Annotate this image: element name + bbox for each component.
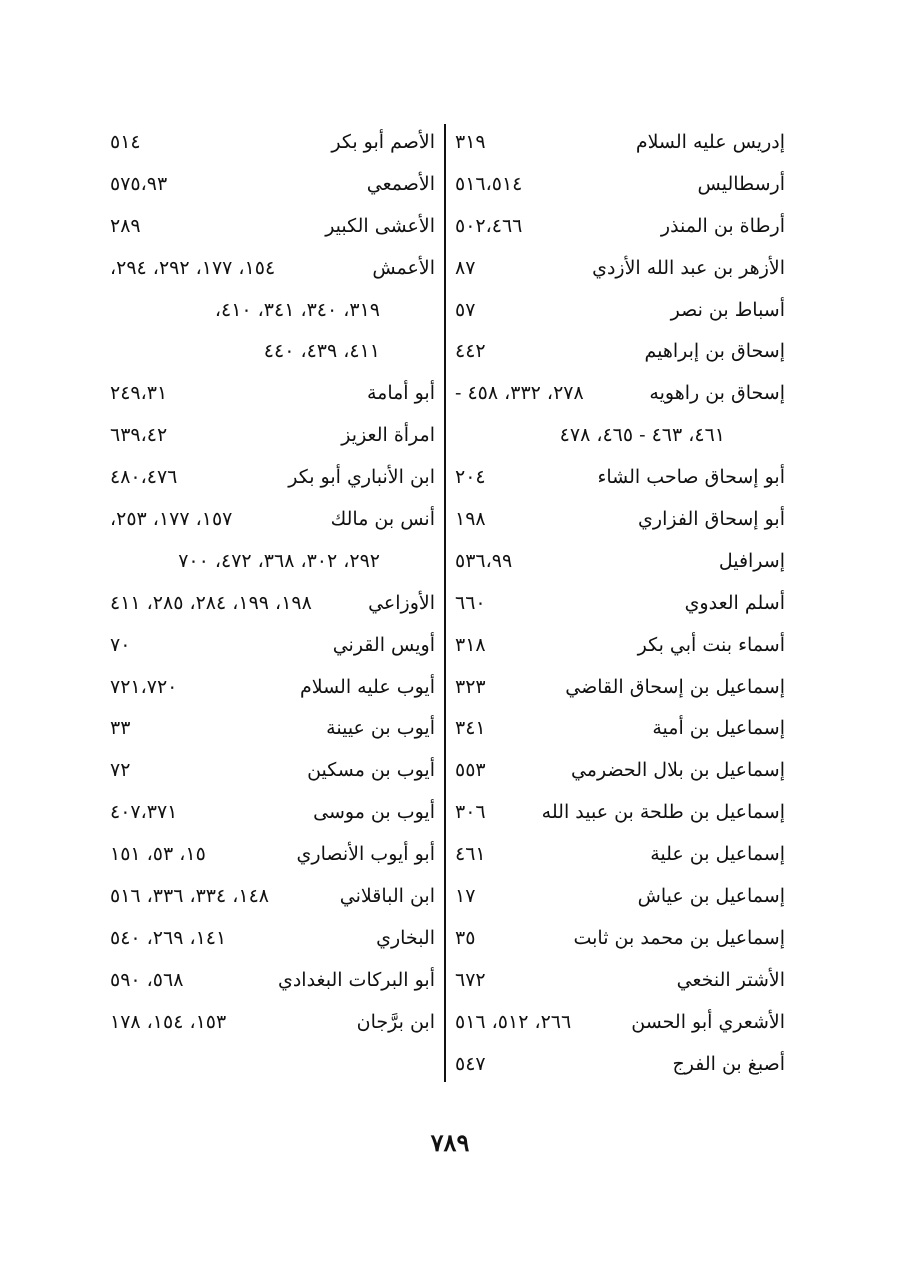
entry-pages: ٧٠ — [110, 633, 131, 656]
index-entry — [110, 667, 435, 709]
entry-pages: ٢٤٩،٣١ — [110, 382, 168, 405]
entry-pages: ٢٧٨، ٣٣٢، ٤٥٨ - — [455, 382, 584, 405]
index-entry — [455, 499, 785, 541]
index-entry — [110, 122, 435, 164]
entry-name: إسماعيل بن إسحاق القاضي — [565, 675, 785, 698]
entry-pages: ٤٠٧،٣٧١ — [110, 801, 178, 824]
column-divider — [444, 124, 446, 1082]
index-entry — [455, 750, 785, 792]
index-entry — [455, 373, 785, 415]
index-entry — [110, 206, 435, 248]
left-column — [110, 122, 435, 1044]
entry-pages: ٢٨٩ — [110, 214, 141, 237]
index-entry — [110, 373, 435, 415]
index-entry — [455, 876, 785, 918]
index-entry — [110, 1002, 435, 1044]
index-entry — [110, 541, 435, 583]
entry-pages: ٥١٤ — [110, 131, 141, 153]
entry-name: أسماء بنت أبي بكر — [637, 633, 785, 656]
entry-name: أسلم العدوي — [684, 591, 785, 614]
entry-pages: ٣٢٣ — [455, 675, 486, 698]
entry-name: أويس القرني — [332, 633, 435, 656]
entry-name: إسحاق بن إبراهيم — [644, 340, 785, 363]
entry-name: الأشتر النخعي — [676, 968, 785, 991]
entry-pages: ٥٣٦،٩٩ — [455, 549, 513, 572]
entry-name: أيوب عليه السلام — [299, 675, 435, 698]
entry-name: إسماعيل بن أمية — [652, 717, 785, 740]
entry-name: الأوزاعي — [368, 591, 435, 614]
index-entry — [455, 415, 785, 457]
entry-pages: ٣١٩ — [455, 131, 486, 153]
index-entry — [455, 918, 785, 960]
entry-name: امرأة العزيز — [341, 424, 435, 447]
entry-pages: ١٥، ٥٣، ١٥١ — [110, 843, 206, 866]
entry-name: إسماعيل بن طلحة بن عبيد الله — [541, 801, 785, 824]
index-entry — [455, 457, 785, 499]
index-entry — [110, 750, 435, 792]
entry-pages: ٢٩٢، ٣٠٢، ٣٦٨، ٤٧٢، ٧٠٠ — [178, 549, 380, 572]
index-entry — [110, 331, 435, 373]
entry-pages: ٤٤٢ — [455, 340, 486, 363]
entry-name: ابن برَّجان — [356, 1010, 435, 1033]
entry-pages: ٧٢ — [110, 759, 131, 782]
page-number: ٧٨٩ — [430, 1128, 470, 1157]
entry-pages: ٦٣٩،٤٢ — [110, 424, 168, 447]
index-entry — [110, 499, 435, 541]
entry-pages: ٣١٨ — [455, 633, 486, 656]
entry-pages: ١٥٣، ١٥٤، ١٧٨ — [110, 1010, 227, 1033]
entry-name: أيوب بن عيينة — [326, 717, 435, 740]
index-entry — [455, 625, 785, 667]
entry-name: ابن الأنباري أبو بكر — [288, 466, 435, 489]
index-entry — [455, 667, 785, 709]
entry-pages: ١٤١، ٢٦٩، ٥٤٠ — [110, 926, 227, 949]
index-entry — [110, 708, 435, 750]
entry-pages: ٤١١، ٤٣٩، ٤٤٠ — [263, 340, 380, 363]
entry-name: ابن الباقلاني — [339, 885, 435, 908]
index-entry — [110, 876, 435, 918]
entry-pages: ١٧ — [455, 885, 476, 908]
entry-name: أبو إسحاق الفزاري — [638, 508, 785, 531]
entry-pages: ٥٥٣ — [455, 759, 486, 782]
index-entry — [455, 834, 785, 876]
entry-pages: ٤٦١ — [455, 843, 486, 866]
entry-name: إسماعيل بن بلال الحضرمي — [570, 759, 785, 782]
index-entry — [455, 541, 785, 583]
index-entry — [110, 290, 435, 332]
index-entry — [455, 206, 785, 248]
entry-pages: ٥٧ — [455, 298, 476, 321]
entry-name: الأصم أبو بكر — [331, 131, 435, 153]
entry-pages: ٣٠٦ — [455, 801, 486, 824]
index-entry — [455, 290, 785, 332]
entry-name: أبو أمامة — [366, 382, 435, 405]
entry-name: أبو البركات البغدادي — [277, 968, 435, 991]
index-entry — [455, 1044, 785, 1086]
entry-name: أبو أيوب الأنصاري — [296, 843, 435, 866]
entry-pages: ١٤٨، ٣٣٤، ٣٣٦، ٥١٦ — [110, 885, 270, 908]
entry-pages: ١٩٨ — [455, 508, 486, 531]
entry-pages: ٣٤١ — [455, 717, 486, 740]
index-entry — [455, 122, 785, 164]
index-entry — [110, 834, 435, 876]
entry-pages: ٥٠٢،٤٦٦ — [455, 214, 523, 237]
entry-pages: ٢٠٤ — [455, 466, 486, 489]
index-entry — [110, 415, 435, 457]
right-column — [455, 122, 785, 1085]
index-entry — [110, 960, 435, 1002]
entry-pages: ٥١٦،٥١٤ — [455, 172, 523, 195]
entry-name: البخاري — [376, 926, 435, 949]
entry-name: الأشعري أبو الحسن — [631, 1010, 785, 1033]
entry-name: أرطاة بن المنذر — [660, 214, 785, 237]
index-entry — [110, 792, 435, 834]
entry-name: إسماعيل بن محمد بن ثابت — [573, 926, 785, 949]
index-entry — [455, 960, 785, 1002]
entry-pages: ١٩٨، ١٩٩، ٢٨٤، ٢٨٥، ٤١١ — [110, 591, 312, 614]
index-entry — [455, 792, 785, 834]
entry-pages: ٣٣ — [110, 717, 131, 740]
entry-name: أيوب بن مسكين — [307, 759, 435, 782]
entry-name: إدريس عليه السلام — [635, 131, 785, 153]
entry-pages: ١٥٤، ١٧٧، ٢٩٢، ٢٩٤، — [110, 256, 276, 279]
entry-name: أيوب بن موسى — [313, 801, 435, 824]
entry-pages: ٥٦٨، ٥٩٠ — [110, 968, 184, 991]
index-entry — [110, 625, 435, 667]
entry-pages: ٣١٩، ٣٤٠، ٣٤١، ٤١٠، — [214, 298, 380, 321]
entry-pages: ١٥٧، ١٧٧، ٢٥٣، — [110, 508, 233, 531]
entry-pages: ٦٧٢ — [455, 968, 486, 991]
entry-name: أنس بن مالك — [330, 508, 435, 531]
entry-pages: ٦٦٠ — [455, 591, 486, 614]
entry-name: إسماعيل بن علية — [650, 843, 785, 866]
entry-pages: ٥٧٥،٩٣ — [110, 172, 168, 195]
index-entry — [110, 457, 435, 499]
entry-pages: ٨٧ — [455, 256, 476, 279]
index-entry — [455, 583, 785, 625]
entry-name: أصبغ بن الفرج — [672, 1052, 785, 1075]
index-entry — [110, 583, 435, 625]
index-entry — [110, 918, 435, 960]
entry-name: الأصمعي — [366, 172, 435, 195]
index-entry — [455, 708, 785, 750]
entry-name: إسحاق بن راهويه — [649, 382, 785, 405]
index-entry — [455, 1002, 785, 1044]
entry-pages: ٤٦١، ٤٦٣ - ٤٦٥، ٤٧٨ — [559, 424, 725, 447]
entry-name: أسباط بن نصر — [670, 298, 785, 321]
index-entry — [455, 331, 785, 373]
entry-name: أرسطاليس — [697, 172, 785, 195]
entry-pages: ٤٨٠،٤٧٦ — [110, 466, 178, 489]
entry-name: إسماعيل بن عياش — [637, 885, 785, 908]
entry-pages: ٧٢١،٧٢٠ — [110, 675, 178, 698]
index-entry — [110, 164, 435, 206]
entry-name: أبو إسحاق صاحب الشاء — [597, 466, 785, 489]
entry-name: إسرافيل — [718, 549, 785, 572]
index-entry — [455, 164, 785, 206]
index-entry — [455, 248, 785, 290]
entry-name: الأزهر بن عبد الله الأزدي — [592, 256, 785, 279]
entry-name: الأعشى الكبير — [325, 214, 435, 237]
entry-name: الأعمش — [372, 256, 435, 279]
entry-pages: ٣٥ — [455, 926, 476, 949]
index-entry — [110, 248, 435, 290]
entry-pages: ٥٤٧ — [455, 1052, 486, 1075]
entry-pages: ٢٦٦، ٥١٢، ٥١٦ — [455, 1010, 572, 1033]
